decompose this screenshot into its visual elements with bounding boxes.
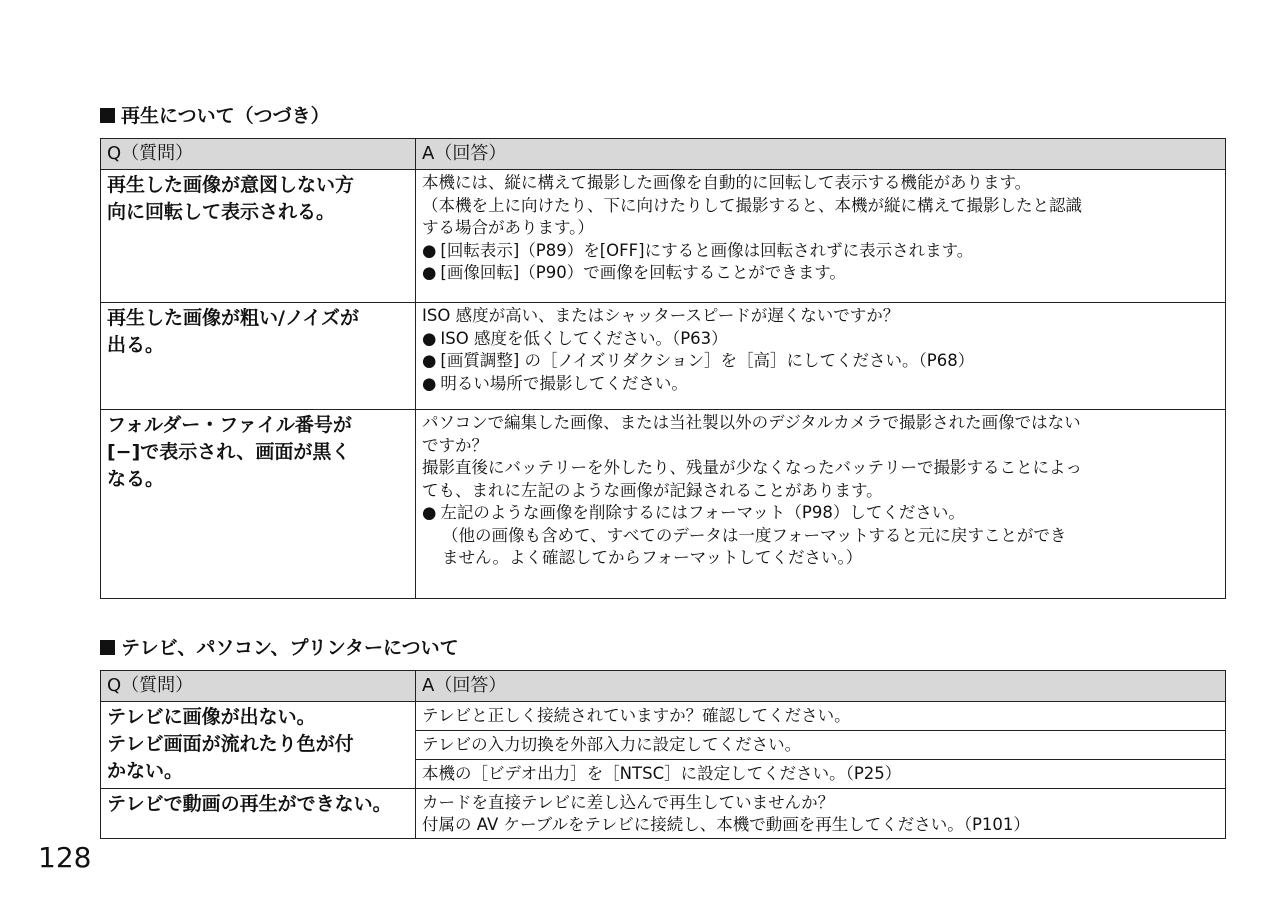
table-row [101, 303, 1226, 410]
bullet-item [422, 240, 1219, 263]
answer-line: ですか？ [422, 435, 488, 455]
answer-header: A（回答） [416, 671, 1226, 702]
answer-line: 本機には、縦に構えて撮影した画像を自動的に回転して表示する機能があります。 [422, 173, 1032, 192]
bullet-item [422, 350, 1219, 373]
bullet-icon: ● [422, 351, 437, 370]
answer-cell [416, 303, 1226, 410]
section-title-tv-pc-printer [100, 636, 459, 660]
answer-line: する場合があります。） [422, 218, 594, 237]
section-title-text: 再生について（つづき） [121, 105, 330, 127]
black-square-icon [100, 640, 115, 655]
question-header: Q（質問） [101, 139, 416, 170]
question-cell [101, 410, 416, 599]
question-line: かない。 [107, 760, 184, 782]
bullet-subtext: （他の画像も含めて、すべてのデータは一度フォーマットすると元に戻すことができ [442, 525, 1067, 545]
question-line: 出る。 [107, 334, 165, 356]
answer-line: カードを直接テレビに差し込んで再生していませんか？ [422, 793, 835, 812]
page-number: 128 [38, 841, 92, 874]
question-cell [101, 170, 416, 303]
answer-cell: テレビの入力切換を外部入力に設定してください。 [416, 731, 1226, 760]
question-line: なる。 [107, 468, 165, 490]
table-row [101, 170, 1226, 303]
question-line: 向に回転して表示される。 [107, 201, 336, 223]
bullet-icon: ● [422, 503, 437, 522]
answer-cell [416, 410, 1226, 599]
answer-cell: 本機の［ビデオ出力］を［NTSC］に設定してください。（P25） [416, 760, 1226, 789]
bullet-icon: ● [422, 373, 437, 393]
answer-line: ISO 感度が高い、またはシャッタースピードが遅くないですか？ [422, 306, 900, 325]
question-header: Q（質問） [101, 671, 416, 702]
bullet-item [422, 328, 1219, 351]
section-title-playback [100, 104, 330, 128]
answer-cell [416, 170, 1226, 303]
bullet-text: 明るい場所で撮影してください。 [440, 373, 688, 393]
answer-line: （本機を上に向けたり、下に向けたりして撮影すると、本機が縦に構えて撮影したと認識 [422, 195, 1082, 215]
bullet-icon: ● [422, 240, 437, 260]
bullet-text: [回転表示]（P89）を[OFF]にすると画像は回転されずに表示されます。 [440, 240, 974, 260]
table-header-row [101, 139, 1226, 170]
table-row [101, 789, 1226, 839]
question-line: 再生した画像が意図しない方 [107, 174, 355, 196]
question-cell [101, 303, 416, 410]
bullet-text: 左記のような画像を削除するにはフォーマット（P98）してください。 [440, 503, 965, 522]
bullet-item [422, 502, 1219, 525]
answer-line: ても、まれに左記のような画像が記録されることがあります。 [422, 480, 883, 500]
bullet-text: ISO 感度を低くしてください。（P63） [440, 328, 728, 348]
black-square-icon [100, 108, 115, 123]
question-cell [101, 702, 416, 789]
question-line: フォルダー・ファイル番号が [107, 414, 352, 436]
answer-line: パソコンで編集した画像、または当社製以外のデジタルカメラで撮影された画像ではない [422, 413, 1081, 432]
bullet-text: [画像回転]（P90）で画像を回転することができます。 [440, 263, 846, 282]
answer-line: 付属の AV ケーブルをテレビに接続し、本機で動画を再生してください。（P101） [422, 815, 1030, 834]
table-row [101, 410, 1226, 599]
answer-header: A（回答） [416, 139, 1226, 170]
bullet-item [422, 262, 1219, 285]
bullet-icon: ● [422, 263, 437, 282]
answer-cell [416, 789, 1226, 839]
question-cell [101, 789, 416, 839]
question-line: テレビに画像が出ない。 [107, 706, 316, 728]
question-line: テレビで動画の再生ができない。 [107, 793, 392, 815]
bullet-text: [画質調整] の［ノイズリダクション］を［高］にしてください。（P68） [440, 351, 975, 370]
table-row [101, 702, 1226, 731]
bullet-icon: ● [422, 328, 437, 348]
table-header-row [101, 671, 1226, 702]
answer-cell: テレビと正しく接続されていますか？確認してください。 [416, 702, 1226, 731]
answer-line: 撮影直後にバッテリーを外したり、残量が少なくなったバッテリーで撮影することによっ [422, 458, 1082, 477]
question-line: [−]で表示され、画面が黒く [107, 441, 351, 463]
question-line: テレビ画面が流れたり色が付 [107, 733, 354, 755]
section-title-text: テレビ、パソコン、プリンターについて [121, 637, 459, 659]
bullet-item [422, 373, 1219, 396]
bullet-subtext: ません。よく確認してからフォーマットしてください。） [442, 548, 863, 567]
question-line: 再生した画像が粗い/ノイズが [107, 307, 360, 329]
qa-table-tv [100, 670, 1226, 839]
qa-table-playback [100, 138, 1226, 599]
